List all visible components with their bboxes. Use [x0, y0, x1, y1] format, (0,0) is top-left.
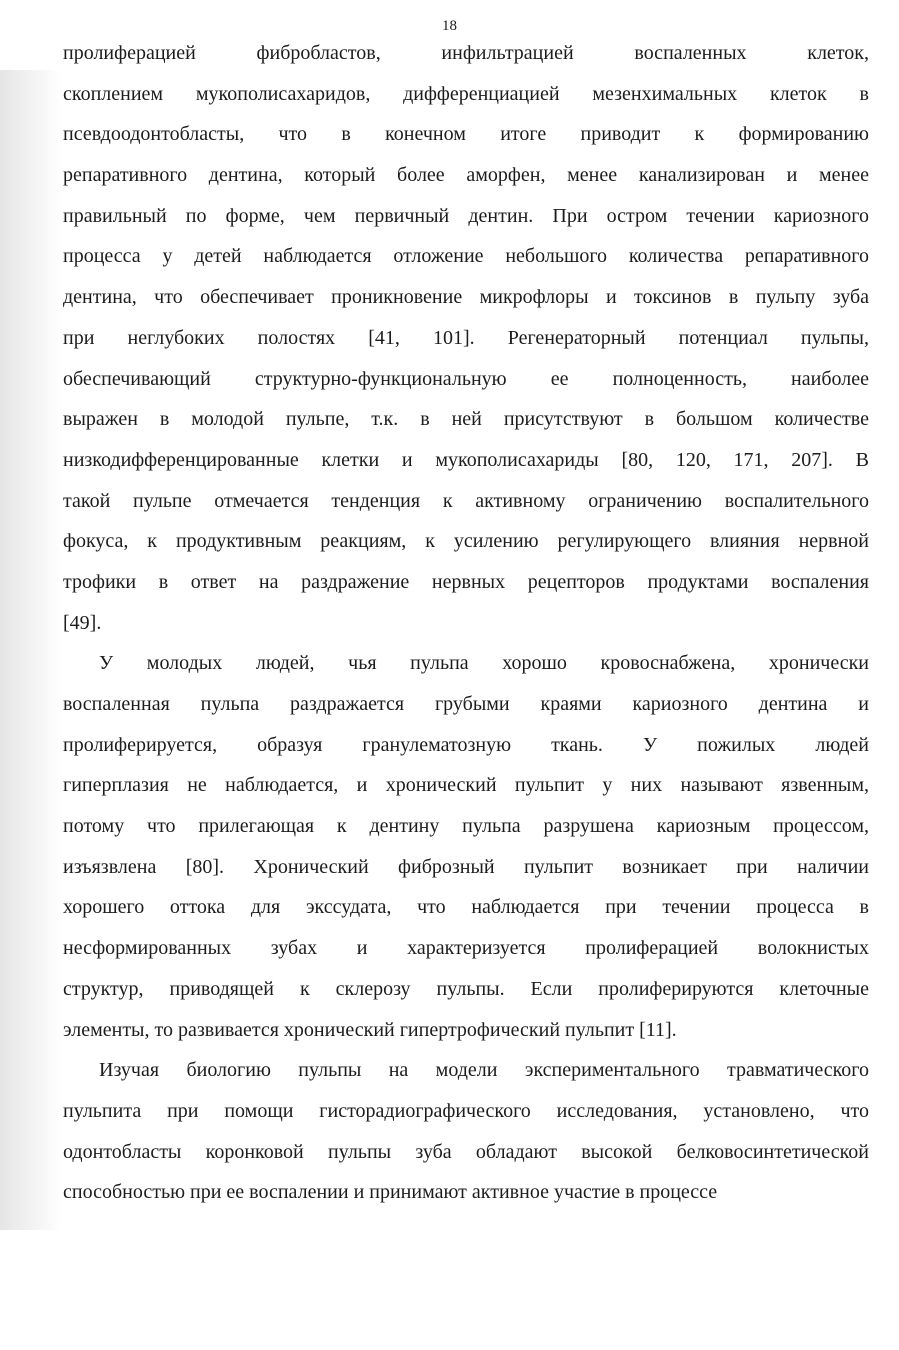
- text-line: воспаленная пульпа раздражается грубыми краями кариозного дентина и: [63, 693, 869, 715]
- text-line: элементы, то развивается хронический гипертрофический пульпит [11].: [63, 1018, 677, 1041]
- text-line: несформированных зубах и характеризуется пролиферацией волокнистых: [63, 937, 869, 960]
- text-line: фокуса, к продуктивным реакциям, к усилению регулирующего влияния нервной: [63, 530, 869, 553]
- text-line: правильный по форме, чем первичный дентин. При остром течении кариозного: [63, 204, 869, 227]
- page-number: 18: [442, 18, 457, 34]
- text-line: псевдоодонтобласты, что в конечном итоге приводит к формированию: [63, 123, 869, 146]
- text-line: пролиферируется, образуя гранулематозную ткань. У пожилых людей: [63, 733, 869, 756]
- text-line: пульпита при помощи гисторадиографического исследования, установлено, что: [63, 1099, 869, 1122]
- text-line: изъязвлена [80]. Хронический фиброзный пульпит возникает при наличии: [63, 855, 869, 878]
- text-line: при неглубоких полостях [41, 101]. Регенераторный потенциал пульпы,: [63, 326, 869, 349]
- scan-shadow: [0, 70, 62, 1230]
- text-line: У молодых людей, чья пульпа хорошо кровоснабжена, хронически: [99, 652, 869, 675]
- body-text: [63, 39, 869, 1219]
- text-line: [49].: [63, 611, 102, 634]
- text-line: потому что прилегающая к дентину пульпа разрушена кариозным процессом,: [63, 815, 869, 838]
- text-line: трофики в ответ на раздражение нервных рецепторов продуктами воспаления: [63, 570, 869, 593]
- text-line: дентина, что обеспечивает проникновение микрофлоры и токсинов в пульпу зуба: [63, 286, 869, 309]
- text-line: гиперплазия не наблюдается, и хронический пульпит у них называют язвенным,: [63, 774, 869, 797]
- text-line: структур, приводящей к склерозу пульпы. Если пролиферируются клеточные: [63, 977, 869, 1000]
- text-line: хорошего оттока для экссудата, что наблюдается при течении процесса в: [63, 896, 869, 919]
- text-line: такой пульпе отмечается тенденция к активному ограничению воспалительного: [63, 489, 869, 512]
- text-line: Изучая биологию пульпы на модели экспериментального травматического: [99, 1059, 869, 1082]
- text-line: одонтобласты коронковой пульпы зуба обладают высокой белковосинтетической: [63, 1140, 869, 1163]
- text-line: выражен в молодой пульпе, т.к. в ней присутствуют в большом количестве: [63, 408, 869, 431]
- text-line: способностью при ее воспалении и принимают активное участие в процессе: [63, 1181, 718, 1204]
- text-line: процесса у детей наблюдается отложение небольшого количества репаративного: [63, 245, 869, 268]
- text-line: обеспечивающий структурно-функциональную ее полноценность, наиболее: [63, 367, 869, 390]
- text-line: скоплением мукополисахаридов, дифференциацией мезенхимальных клеток в: [63, 82, 869, 105]
- text-line: репаративного дентина, который более аморфен, менее канализирован и менее: [63, 164, 869, 187]
- text-line: пролиферацией фибробластов, инфильтрацией воспаленных клеток,: [63, 42, 869, 64]
- text-line: низкодифференцированные клетки и мукополисахариды [80, 120, 171, 207]. В: [63, 448, 869, 471]
